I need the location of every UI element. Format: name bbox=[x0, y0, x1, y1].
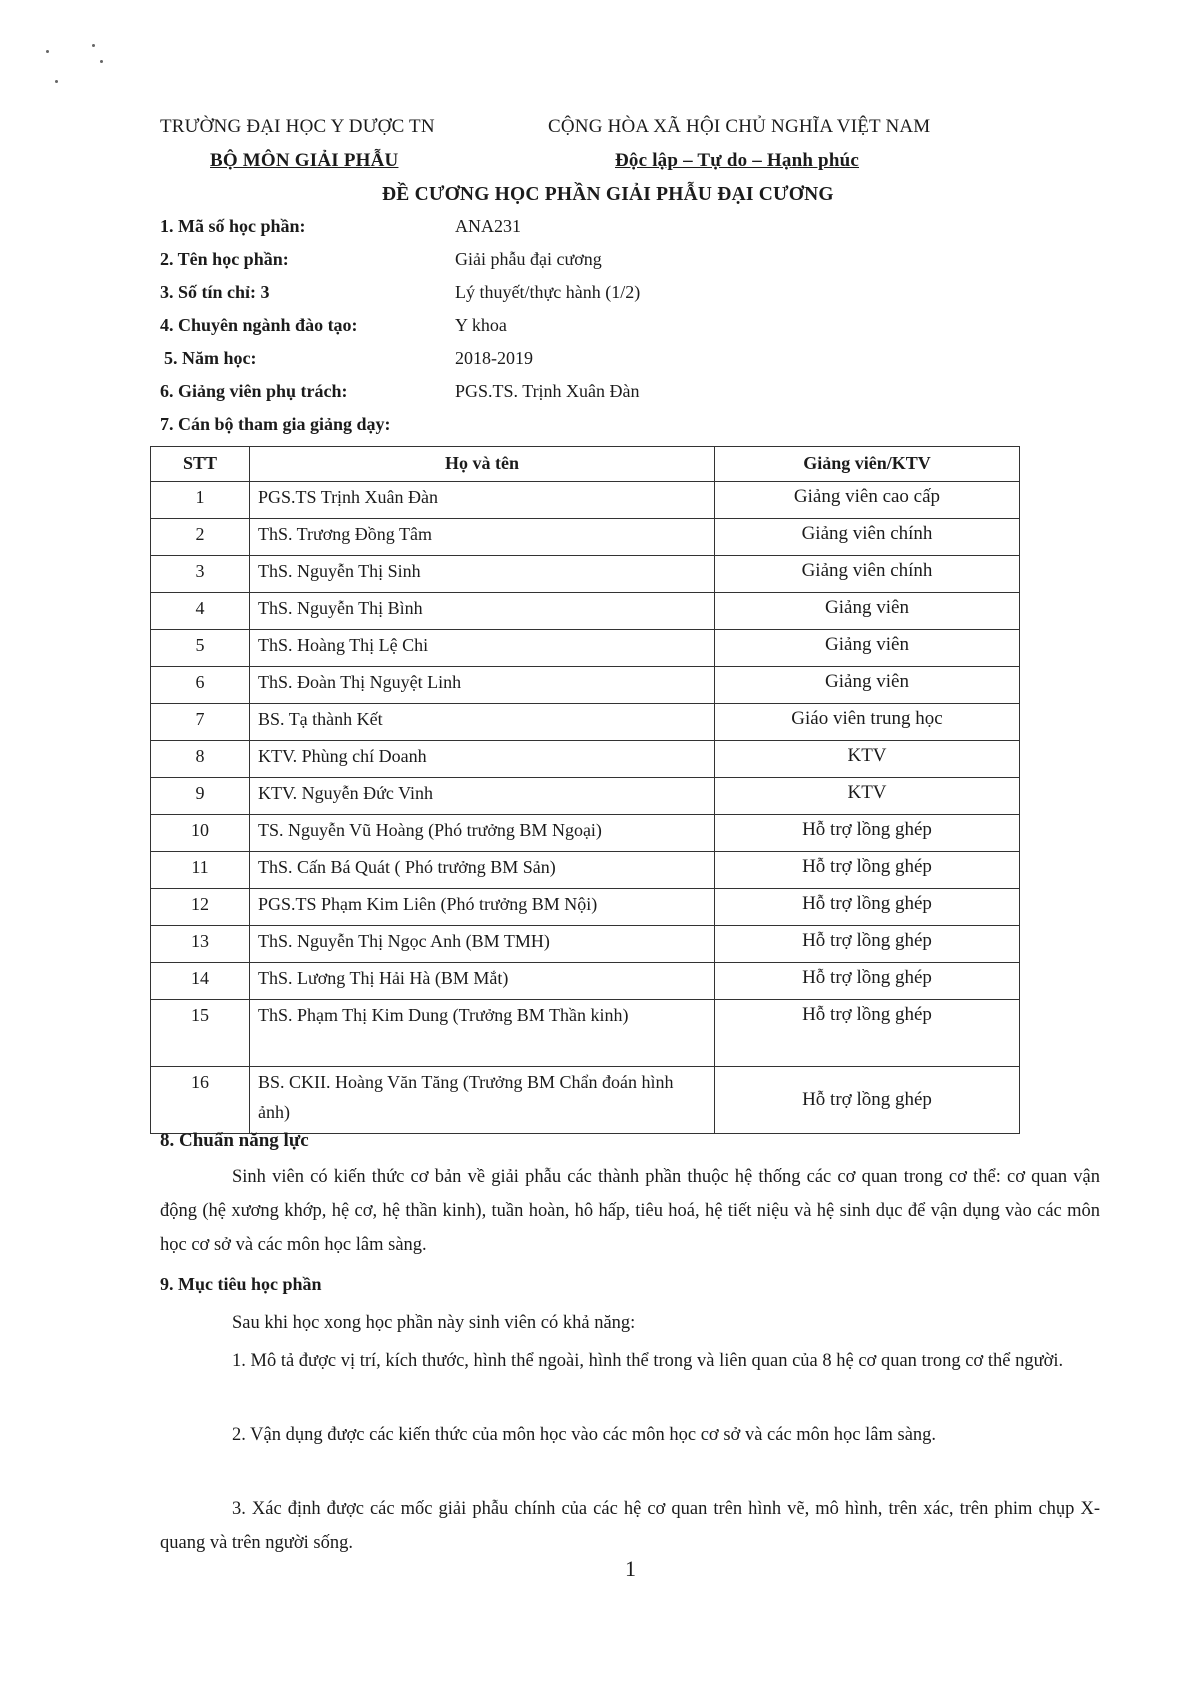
row-name: PGS.TS Trịnh Xuân Đàn bbox=[250, 482, 715, 519]
objective-item: 3. Xác định được các mốc giải phẫu chính của các hệ cơ quan trên hình vẽ, mô hình, trên xác, trên phim chụp X-quang và trên người sống. bbox=[160, 1499, 1100, 1553]
document-title: ĐỀ CƯƠNG HỌC PHẦN GIẢI PHẪU ĐẠI CƯƠNG bbox=[382, 184, 834, 205]
row-role: KTV bbox=[715, 778, 1020, 815]
table-row bbox=[151, 889, 1020, 926]
info-value-credits: Lý thuyết/thực hành (1/2) bbox=[455, 282, 641, 302]
header-stt: STT bbox=[151, 447, 250, 482]
table-header-row bbox=[151, 447, 1020, 482]
row-stt: 3 bbox=[151, 556, 250, 593]
section8-title: 8. Chuẩn năng lực bbox=[160, 1130, 309, 1151]
row-name: ThS. Nguyễn Thị Ngọc Anh (BM TMH) bbox=[250, 926, 715, 963]
country-motto: Độc lập – Tự do – Hạnh phúc bbox=[615, 150, 859, 171]
staff-section-title: 7. Cán bộ tham gia giảng dạy: bbox=[160, 414, 391, 434]
row-name: ThS. Hoàng Thị Lệ Chi bbox=[250, 630, 715, 667]
info-label-name: 2. Tên học phần: bbox=[160, 249, 289, 269]
table-row bbox=[151, 1067, 1020, 1134]
staff-table bbox=[150, 446, 1020, 1134]
info-label-code: 1. Mã số học phần: bbox=[160, 216, 306, 236]
row-stt: 13 bbox=[151, 926, 250, 963]
row-role: KTV bbox=[715, 741, 1020, 778]
row-role: Hỗ trợ lồng ghép bbox=[715, 963, 1020, 1000]
row-stt: 11 bbox=[151, 852, 250, 889]
row-stt: 9 bbox=[151, 778, 250, 815]
scan-speck bbox=[92, 44, 95, 47]
row-name: PGS.TS Phạm Kim Liên (Phó trưởng BM Nội) bbox=[250, 889, 715, 926]
school-name: TRƯỜNG ĐẠI HỌC Y DƯỢC TN bbox=[160, 116, 435, 137]
info-label-credits: 3. Số tín chỉ: 3 bbox=[160, 282, 270, 302]
row-name: ThS. Cấn Bá Quát ( Phó trưởng BM Sản) bbox=[250, 852, 715, 889]
row-stt: 2 bbox=[151, 519, 250, 556]
table-row bbox=[151, 593, 1020, 630]
row-role: Hỗ trợ lồng ghép bbox=[715, 1000, 1020, 1067]
row-stt: 16 bbox=[151, 1067, 250, 1134]
scan-speck bbox=[46, 50, 49, 53]
row-role: Giảng viên chính bbox=[715, 556, 1020, 593]
info-label-major: 4. Chuyên ngành đào tạo: bbox=[160, 315, 358, 335]
row-stt: 6 bbox=[151, 667, 250, 704]
table-row bbox=[151, 667, 1020, 704]
row-role: Giảng viên bbox=[715, 667, 1020, 704]
table-row bbox=[151, 556, 1020, 593]
info-value-major: Y khoa bbox=[455, 315, 507, 335]
row-name: ThS. Nguyễn Thị Sinh bbox=[250, 556, 715, 593]
row-name: KTV. Nguyễn Đức Vinh bbox=[250, 778, 715, 815]
row-role: Giảng viên bbox=[715, 630, 1020, 667]
row-stt: 15 bbox=[151, 1000, 250, 1067]
row-name: ThS. Phạm Thị Kim Dung (Trưởng BM Thần kinh) bbox=[250, 1000, 715, 1067]
row-role: Giảng viên cao cấp bbox=[715, 482, 1020, 519]
row-role: Hỗ trợ lồng ghép bbox=[715, 1067, 1020, 1134]
row-stt: 8 bbox=[151, 741, 250, 778]
scan-speck bbox=[55, 80, 58, 83]
row-role: Giảng viên bbox=[715, 593, 1020, 630]
row-stt: 10 bbox=[151, 815, 250, 852]
table-row bbox=[151, 741, 1020, 778]
row-name: BS. CKII. Hoàng Văn Tăng (Trưởng BM Chẩn đoán hình ảnh) bbox=[250, 1067, 715, 1134]
header-role: Giảng viên/KTV bbox=[715, 447, 1020, 482]
row-role: Giáo viên trung học bbox=[715, 704, 1020, 741]
info-label-lecturer: 6. Giảng viên phụ trách: bbox=[160, 381, 348, 401]
row-stt: 7 bbox=[151, 704, 250, 741]
row-stt: 14 bbox=[151, 963, 250, 1000]
info-value-year: 2018-2019 bbox=[455, 348, 533, 368]
row-stt: 1 bbox=[151, 482, 250, 519]
row-stt: 4 bbox=[151, 593, 250, 630]
row-role: Hỗ trợ lồng ghép bbox=[715, 889, 1020, 926]
row-name: ThS. Đoàn Thị Nguyệt Linh bbox=[250, 667, 715, 704]
row-role: Hỗ trợ lồng ghép bbox=[715, 926, 1020, 963]
row-role: Giảng viên chính bbox=[715, 519, 1020, 556]
table-row bbox=[151, 519, 1020, 556]
info-value-lecturer: PGS.TS. Trịnh Xuân Đàn bbox=[455, 381, 640, 401]
row-name: BS. Tạ thành Kết bbox=[250, 704, 715, 741]
section9-intro: Sau khi học xong học phần này sinh viên có khả năng: bbox=[232, 1313, 636, 1333]
table-row bbox=[151, 926, 1020, 963]
table-row bbox=[151, 778, 1020, 815]
country-name: CỘNG HÒA XÃ HỘI CHỦ NGHĨA VIỆT NAM bbox=[548, 116, 931, 137]
row-name: ThS. Trương Đồng Tâm bbox=[250, 519, 715, 556]
table-row bbox=[151, 630, 1020, 667]
department-name: BỘ MÔN GIẢI PHẪU bbox=[210, 150, 399, 171]
row-role: Hỗ trợ lồng ghép bbox=[715, 852, 1020, 889]
scan-speck bbox=[100, 60, 103, 63]
row-name: ThS. Nguyễn Thị Bình bbox=[250, 593, 715, 630]
info-value-name: Giải phẫu đại cương bbox=[455, 249, 602, 269]
info-value-code: ANA231 bbox=[455, 216, 521, 236]
row-name: TS. Nguyễn Vũ Hoàng (Phó trưởng BM Ngoại) bbox=[250, 815, 715, 852]
objective-item: 2. Vận dụng được các kiến thức của môn học vào các môn học cơ sở và các môn học lâm sàng. bbox=[232, 1425, 937, 1445]
table-row bbox=[151, 852, 1020, 889]
info-label-year: 5. Năm học: bbox=[164, 348, 257, 368]
table-row bbox=[151, 704, 1020, 741]
objective-item: 1. Mô tả được vị trí, kích thước, hình thể ngoài, hình thể trong và liên quan của 8 hệ cơ quan trong cơ thể người. bbox=[232, 1351, 1064, 1371]
table-row bbox=[151, 482, 1020, 519]
row-stt: 12 bbox=[151, 889, 250, 926]
row-role: Hỗ trợ lồng ghép bbox=[715, 815, 1020, 852]
section8-text: Sinh viên có kiến thức cơ bản về giải phẫu các thành phần thuộc hệ thống các cơ quan trong cơ thể: cơ quan vận động (hệ xương khớp, hệ cơ, hệ thần kinh), tuần hoàn, hô hấp, tiêu hoá, hệ tiết niệu và hệ sinh dục để vận dụng vào các môn học cơ sở và các môn học lâm sàng. bbox=[160, 1167, 1100, 1255]
header-name: Họ và tên bbox=[250, 447, 715, 482]
table-row bbox=[151, 815, 1020, 852]
row-stt: 5 bbox=[151, 630, 250, 667]
section9-title: 9. Mục tiêu học phần bbox=[160, 1274, 322, 1294]
table-row bbox=[151, 1000, 1020, 1067]
table-row bbox=[151, 963, 1020, 1000]
row-name: KTV. Phùng chí Doanh bbox=[250, 741, 715, 778]
row-name: ThS. Lương Thị Hải Hà (BM Mắt) bbox=[250, 963, 715, 1000]
page-number: 1 bbox=[625, 1556, 636, 1581]
